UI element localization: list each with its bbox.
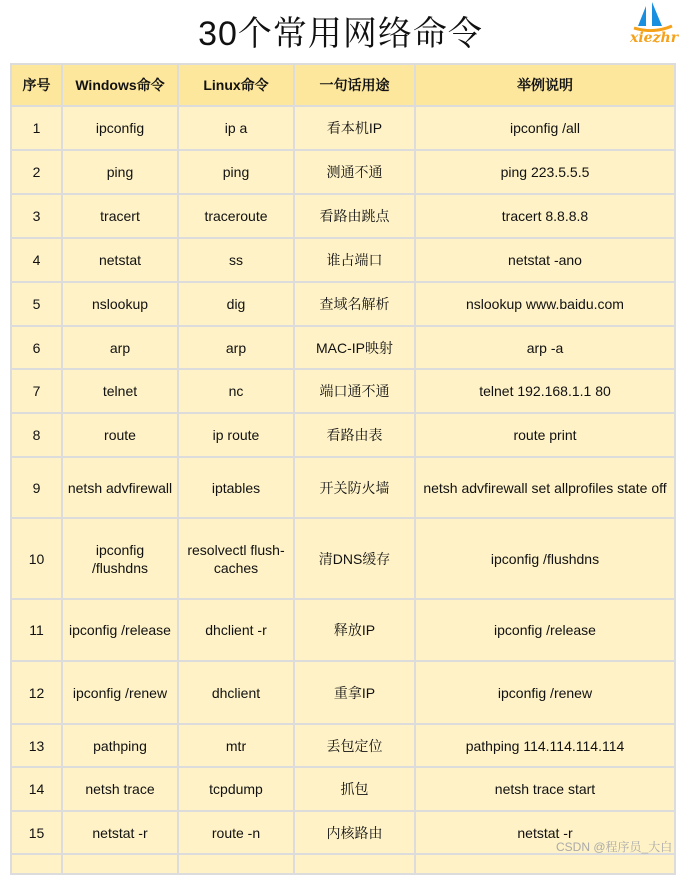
table-cell: MAC-IP映射: [294, 326, 415, 369]
table-cell: netstat: [62, 238, 178, 282]
table-cell: iptables: [178, 457, 294, 518]
table-row: [11, 413, 675, 457]
table-cell: ipconfig /release: [415, 599, 675, 661]
table-cell: [294, 854, 415, 874]
table-row: [11, 369, 675, 413]
table-cell: telnet: [62, 369, 178, 413]
header-row: [11, 64, 675, 106]
table-row: [11, 106, 675, 150]
table-cell: 开关防火墙: [294, 457, 415, 518]
table-cell: pathping 114.114.114.114: [415, 724, 675, 767]
table-cell: [415, 854, 675, 874]
table-row: [11, 238, 675, 282]
table-cell: ipconfig /flushdns: [62, 518, 178, 599]
table-cell: telnet 192.168.1.1 80: [415, 369, 675, 413]
table-cell: netstat -r: [62, 811, 178, 854]
table-cell: ipconfig /renew: [415, 661, 675, 724]
table-cell: 6: [11, 326, 62, 369]
table-cell: 清DNS缓存: [294, 518, 415, 599]
column-header: 一句话用途: [294, 64, 415, 106]
table-cell: 14: [11, 767, 62, 811]
table-cell: 8: [11, 413, 62, 457]
table-cell: netsh trace start: [415, 767, 675, 811]
table-cell: route -n: [178, 811, 294, 854]
commands-table: [10, 63, 676, 875]
table-cell: 抓包: [294, 767, 415, 811]
table-cell: resolvectl flush-caches: [178, 518, 294, 599]
table-cell: 1: [11, 106, 62, 150]
table-row: [11, 150, 675, 194]
table-row: [11, 282, 675, 326]
column-header: Linux命令: [178, 64, 294, 106]
table-cell: 释放IP: [294, 599, 415, 661]
table-cell: nslookup www.baidu.com: [415, 282, 675, 326]
table-cell: 查域名解析: [294, 282, 415, 326]
table-cell: netstat -ano: [415, 238, 675, 282]
table-row: [11, 661, 675, 724]
table-row: [11, 194, 675, 238]
column-header: Windows命令: [62, 64, 178, 106]
table-cell: 3: [11, 194, 62, 238]
table-cell: netstat -r: [415, 811, 675, 854]
table-cell: tcpdump: [178, 767, 294, 811]
table-cell: 7: [11, 369, 62, 413]
table-cell: ipconfig: [62, 106, 178, 150]
table-cell: 内核路由: [294, 811, 415, 854]
table-cell: 9: [11, 457, 62, 518]
table-cell: tracert: [62, 194, 178, 238]
table-cell: 谁占端口: [294, 238, 415, 282]
table-cell: ipconfig /renew: [62, 661, 178, 724]
table-cell: 4: [11, 238, 62, 282]
table-cell: 10: [11, 518, 62, 599]
table-cell: pathping: [62, 724, 178, 767]
table-cell: 11: [11, 599, 62, 661]
table-cell: netsh advfirewall: [62, 457, 178, 518]
column-header: 举例说明: [415, 64, 675, 106]
table-cell: 重拿IP: [294, 661, 415, 724]
table-cell: tracert 8.8.8.8: [415, 194, 675, 238]
table-cell: dhclient -r: [178, 599, 294, 661]
table-cell: ping: [62, 150, 178, 194]
table-cell: nc: [178, 369, 294, 413]
table-cell: 端口通不通: [294, 369, 415, 413]
table-cell: netsh trace: [62, 767, 178, 811]
sailboat-icon: [628, 2, 680, 32]
watermark: CSDN @程序员_大白: [556, 840, 673, 854]
table-cell: 12: [11, 661, 62, 724]
table-cell: ipconfig /flushdns: [415, 518, 675, 599]
table-cell: [178, 854, 294, 874]
table-row: [11, 326, 675, 369]
table-cell: 看本机IP: [294, 106, 415, 150]
table-cell: ipconfig /release: [62, 599, 178, 661]
table-cell: 看路由表: [294, 413, 415, 457]
table-cell: nslookup: [62, 282, 178, 326]
table-cell: 看路由跳点: [294, 194, 415, 238]
table-cell: dhclient: [178, 661, 294, 724]
table-row: [11, 724, 675, 767]
table-cell: [11, 854, 62, 874]
table-cell: route: [62, 413, 178, 457]
logo: [628, 2, 680, 46]
table-cell: netsh advfirewall set allprofiles state off: [415, 457, 675, 518]
table-cell: 5: [11, 282, 62, 326]
table-cell: 13: [11, 724, 62, 767]
table-row: [11, 518, 675, 599]
logo-text: xiezhr: [630, 30, 679, 46]
table-row: [11, 767, 675, 811]
table-cell: ip a: [178, 106, 294, 150]
table-row: [11, 457, 675, 518]
table-cell: 丢包定位: [294, 724, 415, 767]
table-cell: [62, 854, 178, 874]
table-cell: ip route: [178, 413, 294, 457]
table-cell: arp: [178, 326, 294, 369]
table-cell: traceroute: [178, 194, 294, 238]
table-cell: 测通不通: [294, 150, 415, 194]
table-cell: route print: [415, 413, 675, 457]
table-cell: ipconfig /all: [415, 106, 675, 150]
table-cell: 15: [11, 811, 62, 854]
table-cell: mtr: [178, 724, 294, 767]
page-title: 30个常用网络命令: [198, 15, 483, 53]
table-row: [11, 599, 675, 661]
table-row: [11, 854, 675, 874]
table-cell: ping 223.5.5.5: [415, 150, 675, 194]
table-cell: arp -a: [415, 326, 675, 369]
table-cell: arp: [62, 326, 178, 369]
table-cell: dig: [178, 282, 294, 326]
table-cell: ss: [178, 238, 294, 282]
table-cell: ping: [178, 150, 294, 194]
column-header: 序号: [11, 64, 62, 106]
table-cell: 2: [11, 150, 62, 194]
